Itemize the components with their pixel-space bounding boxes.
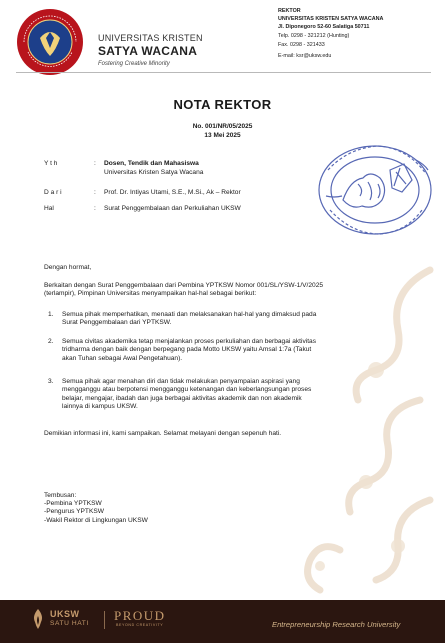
intro-paragraph — [44, 282, 410, 299]
greeting: Dengan hormat, — [44, 264, 92, 271]
document-title: NOTA REKTOR — [173, 97, 272, 112]
document-number — [0, 123, 445, 140]
from-label: D a r i — [44, 189, 62, 196]
from-colon: : — [94, 189, 96, 196]
university-line-1: UNIVERSITAS KRISTEN — [98, 33, 203, 43]
office-phone: Telp. 0298 - 321212 (Hunting) — [278, 33, 350, 39]
item-1-line-2: Surat Penggembalaan dari YPTKSW. — [62, 319, 172, 327]
cc-item: -Pembina YPTKSW — [44, 500, 102, 508]
item-3-line-4: lainnya di kampus UKSW. — [62, 403, 138, 411]
footer-proud: PROUD — [114, 608, 166, 623]
intro-line-1: Berkaitan dengan Surat Penggembalaan dari Pembina YPTKSW Nomor 001/SL/YSW-1/V/2025 — [44, 282, 324, 289]
footer-tagline: Entrepreneurship Research University — [272, 620, 401, 629]
batik-ornament — [280, 250, 440, 600]
item-1-line-1: Semua pihak memperhatikan, menaati dan melaksanakan hal-hal yang dimaksud pada — [62, 311, 317, 318]
item-1-number: 1. — [48, 311, 54, 318]
office-university: UNIVERSITAS KRISTEN SATYA WACANA — [278, 16, 384, 22]
footer-uksw: UKSW — [50, 609, 80, 619]
recipient-line-1: Dosen, Tendik dan Mahasiswa — [104, 160, 199, 167]
office-title: REKTOR — [278, 8, 301, 14]
header-divider — [16, 72, 431, 73]
closing-line: Demikian informasi ini, kami sampaikan. Selamat melayani dengan sepenuh hati. — [44, 430, 282, 437]
university-tagline: Fostering Creative Minority — [98, 61, 170, 67]
yth-colon: : — [94, 160, 96, 167]
letter-number: No. 001/NR/05/2025 — [192, 123, 253, 130]
university-line-2: SATYA WACANA — [98, 44, 198, 58]
office-email: E-mail: ksr@uksw.edu — [278, 53, 332, 59]
flame-icon — [30, 608, 46, 630]
item-2-text — [62, 338, 410, 363]
item-1-text — [62, 311, 410, 328]
item-3-text — [62, 378, 410, 412]
office-fax: Fax. 0298 - 321433 — [278, 42, 325, 48]
yth-label: Y t h — [44, 160, 58, 167]
item-3-number: 3. — [48, 378, 54, 385]
letter-date: 13 Mei 2025 — [204, 131, 241, 139]
uksw-logo — [16, 8, 84, 76]
item-2-line-3: akan Tuhan sebagai Awal Pengetahuan). — [62, 354, 183, 362]
office-address: Jl. Diponegoro 52-60 Salatiga 50711 — [278, 24, 370, 30]
footer-separator — [104, 611, 105, 629]
item-3-line-1: Semua pihak agar menahan diri dan tidak melakukan penyampaian aspirasi yang — [62, 378, 300, 385]
subject: Surat Penggembalaan dan Perkuliahan UKSW — [104, 205, 241, 212]
item-2-line-1: Semua civitas akademika tetap menjalankan proses perkuliahan dan berbagai aktivitas — [62, 338, 317, 345]
cc-label: Tembusan: — [44, 492, 77, 499]
item-3-line-3: belajar, mengajar, ibadah dan juga berbagai aktivitas akademik dan non akademik — [62, 394, 302, 402]
item-2-number: 2. — [48, 338, 54, 345]
official-stamp — [308, 140, 438, 238]
footer-proud-sub: BEYOND CREATIVITY — [116, 623, 164, 627]
subject-colon: : — [94, 205, 96, 212]
item-2-line-2: tridharma dengan baik dengan berpegang pada Motto UKSW yaitu Amsal 1:7a (Takut — [62, 346, 312, 354]
footer-satu-hati: SATU HATI — [50, 620, 89, 627]
recipient-line-2: Universitas Kristen Satya Wacana — [104, 169, 204, 176]
item-3-line-2: mengganggu atau berpotensi mengganggu ketenangan dan keberlangsungan proses — [62, 386, 312, 394]
sender: Prof. Dr. Intiyas Utami, S.E., M.Si., Ak – Rektor — [104, 189, 241, 196]
cc-block — [44, 492, 148, 525]
subject-label: Hal — [44, 205, 54, 212]
cc-item: -Pengurus YPTKSW — [44, 508, 104, 516]
intro-line-2: (terlampir), Pimpinan Universitas menyampaikan hal-hal sebagai berikut: — [44, 290, 257, 298]
cc-item: -Wakil Rektor di Lingkungan UKSW — [44, 516, 148, 524]
